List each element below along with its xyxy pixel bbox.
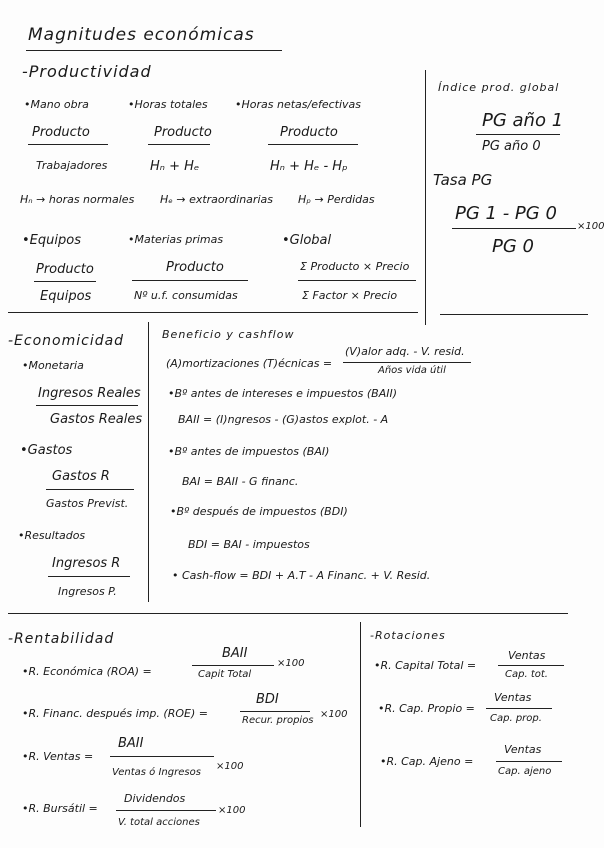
f1-bar	[28, 144, 108, 145]
gastos-bar	[46, 489, 134, 490]
amort-bar	[343, 362, 471, 363]
f3-bar	[268, 144, 358, 145]
cashflow-formula: • Cash-flow = BDI + A.T - A Financ. + V. Resid.	[172, 569, 431, 582]
beneficio-heading: Beneficio y cashflow	[162, 328, 295, 341]
gastos-denominator: Gastos Previst.	[46, 497, 129, 510]
gastos-label: •Gastos	[20, 443, 73, 458]
divider-horizontal-1	[8, 312, 418, 313]
indice-numerator: PG año 1	[482, 110, 564, 131]
divider-vertical-top	[425, 70, 426, 325]
bursatil-label: •R. Bursátil =	[22, 802, 98, 815]
bai-label: •Bº antes de impuestos (BAI)	[168, 445, 330, 458]
cap-propio-label: •R. Cap. Propio =	[378, 702, 475, 715]
f6-denominator: Σ Factor × Precio	[302, 289, 398, 302]
global-label: •Global	[282, 233, 332, 248]
materias-label: •Materias primas	[128, 233, 224, 246]
tasa-denominator: PG 0	[492, 236, 534, 257]
f2-numerator: Producto	[154, 125, 212, 140]
cap-ajeno-denominator: Cap. ajeno	[498, 766, 552, 777]
f2-denominator: Hₙ + Hₑ	[150, 159, 200, 174]
roe-bar	[240, 711, 310, 712]
resultados-label: •Resultados	[18, 529, 86, 542]
equipos-label: •Equipos	[22, 233, 81, 248]
amort-numerator: (V)alor adq. - V. resid.	[345, 345, 465, 358]
f5-bar	[132, 280, 248, 281]
baii-label: •Bº antes de intereses e impuestos (BAII)	[168, 387, 398, 400]
cap-propio-numerator: Ventas	[494, 691, 532, 704]
resultados-denominator: Ingresos P.	[58, 585, 117, 598]
divider-vertical-bottom	[360, 622, 361, 827]
f4-denominator: Equipos	[40, 289, 92, 304]
tasa-bar	[452, 228, 576, 229]
cap-ajeno-bar	[496, 761, 562, 762]
indice-heading: Índice prod. global	[438, 81, 560, 94]
ventas-label: •R. Ventas =	[22, 750, 94, 763]
bai-formula: BAI = BAII - G financ.	[182, 475, 299, 488]
amort-label: (A)mortizaciones (T)écnicas =	[166, 357, 333, 370]
capital-total-bar	[498, 665, 564, 666]
rotaciones-heading: -Rotaciones	[370, 629, 446, 642]
roa-bar	[192, 665, 274, 666]
tasa-numerator: PG 1 - PG 0	[455, 203, 557, 224]
bursatil-numerator: Dividendos	[124, 792, 186, 805]
economicidad-heading: -Economicidad	[8, 333, 125, 349]
capital-total-denominator: Cap. tot.	[505, 669, 548, 680]
horas-netas-label: •Horas netas/efectivas	[235, 98, 362, 111]
bursatil-denominator: V. total acciones	[118, 817, 200, 828]
mano-obra-label: •Mano obra	[24, 98, 89, 111]
f2-bar	[148, 144, 210, 145]
gastos-numerator: Gastos R	[52, 469, 110, 484]
f4-bar	[34, 281, 96, 282]
tasa-label: Tasa PG	[433, 171, 493, 189]
capital-total-numerator: Ventas	[508, 649, 546, 662]
legend-hp: Hₚ → Perdidas	[298, 193, 375, 206]
legend-he: Hₑ → extraordinarias	[160, 193, 273, 206]
f1-denominator: Trabajadores	[36, 159, 108, 172]
roa-denominator: Capit Total	[198, 669, 252, 680]
bdi-label: •Bº después de impuestos (BDI)	[170, 505, 348, 518]
indice-bar	[476, 134, 560, 135]
divider-vertical-mid	[148, 322, 149, 602]
tasa-multiplier: ×100	[577, 221, 604, 232]
indice-denominator: PG año 0	[482, 139, 541, 154]
cap-ajeno-numerator: Ventas	[504, 743, 542, 756]
f3-denominator: Hₙ + Hₑ - Hₚ	[270, 159, 348, 174]
f4-numerator: Producto	[36, 262, 94, 277]
divider-horizontal-2	[8, 613, 568, 614]
monetaria-label: •Monetaria	[22, 359, 84, 372]
cap-ajeno-label: •R. Cap. Ajeno =	[380, 755, 474, 768]
ventas-denominator: Ventas ó Ingresos	[112, 767, 201, 778]
resultados-numerator: Ingresos R	[52, 556, 121, 571]
bursatil-bar	[116, 810, 216, 811]
bursatil-multiplier: ×100	[218, 805, 246, 816]
ventas-bar	[110, 756, 214, 757]
rentabilidad-heading: -Rentabilidad	[8, 631, 115, 647]
f3-numerator: Producto	[280, 125, 338, 140]
bdi-formula: BDI = BAI - impuestos	[188, 538, 310, 551]
roa-numerator: BAII	[222, 646, 248, 661]
f6-numerator: Σ Producto × Precio	[300, 260, 410, 273]
roe-denominator: Recur. propios	[242, 715, 314, 726]
ventas-numerator: BAII	[118, 736, 144, 751]
f6-bar	[298, 280, 416, 281]
roe-label: •R. Financ. después imp. (ROE) =	[22, 707, 208, 720]
baii-formula: BAII = (I)ngresos - (G)astos explot. - A	[178, 413, 389, 426]
f1-numerator: Producto	[32, 125, 90, 140]
capital-total-label: •R. Capital Total =	[374, 659, 477, 672]
cap-propio-bar	[486, 708, 552, 709]
roe-multiplier: ×100	[320, 709, 348, 720]
page-title: Magnitudes económicas	[28, 25, 255, 45]
horas-totales-label: •Horas totales	[128, 98, 208, 111]
roe-numerator: BDI	[256, 692, 279, 707]
divider-horizontal-1b	[440, 314, 588, 315]
ventas-multiplier: ×100	[216, 761, 244, 772]
monetaria-bar	[36, 405, 138, 406]
productividad-heading: -Productividad	[22, 62, 152, 81]
resultados-bar	[48, 576, 130, 577]
amort-denominator: Años vida útil	[378, 365, 446, 376]
roa-multiplier: ×100	[277, 658, 305, 669]
f5-denominator: Nº u.f. consumidas	[134, 289, 238, 302]
roa-label: •R. Económica (ROA) =	[22, 665, 152, 678]
monetaria-numerator: Ingresos Reales	[38, 386, 141, 401]
legend-hn: Hₙ → horas normales	[20, 193, 135, 206]
monetaria-denominator: Gastos Reales	[50, 412, 143, 427]
title-underline	[26, 50, 282, 51]
cap-propio-denominator: Cap. prop.	[490, 713, 542, 724]
f5-numerator: Producto	[166, 260, 224, 275]
